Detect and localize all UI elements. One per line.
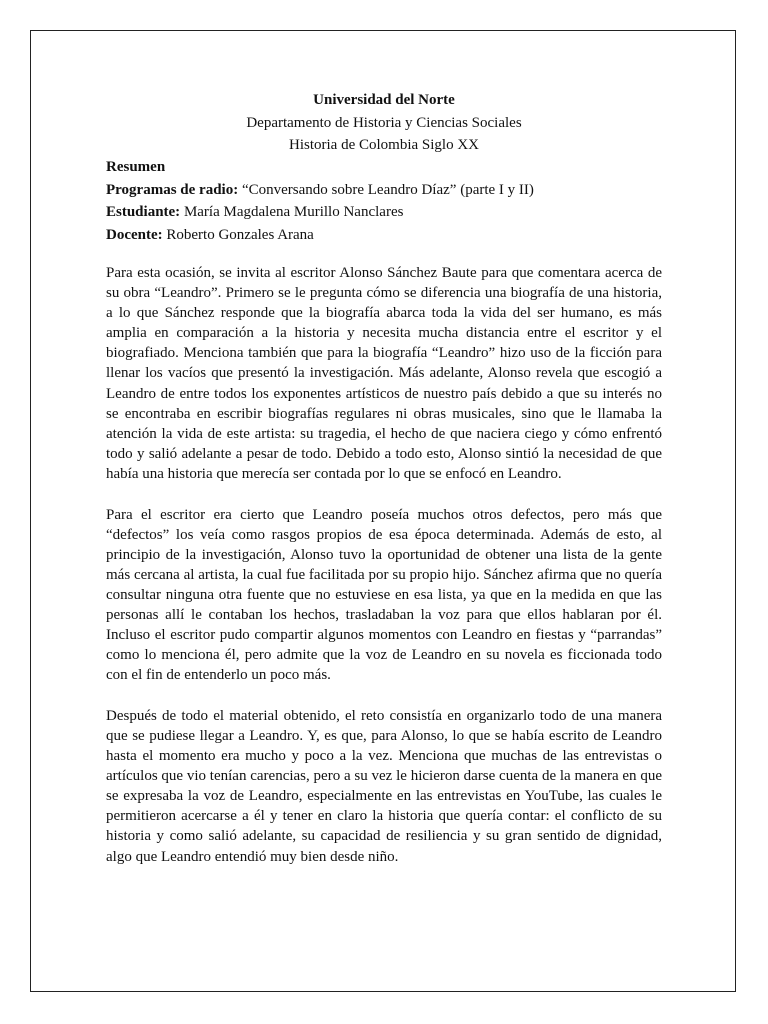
program-value: “Conversando sobre Leandro Díaz” (parte I y II) (238, 181, 534, 198)
student-value: María Magdalena Murillo Nanclares (180, 204, 404, 220)
summary-title: Resumen (106, 159, 166, 175)
teacher-label: Docente: (106, 226, 163, 243)
teacher-line (106, 224, 666, 247)
student-label: Estudiante: (106, 204, 181, 220)
student-line (106, 201, 666, 224)
paragraph-1: Para esta ocasión, se invita al escritor Alonso Sánchez Baute para que comentara acerca de su obra “Leandro”. Primero se le pregunta cómo se diferencia una biografía de una historia, a lo que Sánchez responde que la biografía abarca toda la vida del ser humano, es más amplia en comparación a la historia y necesita mucha distancia entre el escritor y el biografiado. Menciona también que para la biografía “Leandro” hizo uso de la ficción para llenar los vacíos que presentó la investigación. Más adelante, Alonso revela que escogió a Leandro de entre todos los exponentes artísticos de nuestro país debido a que su interés no se encontraba en escribir biografías regulares ni obras musicales, sino que le llamaba la atención la vida de este artista: su tragedia, el hecho de que naciera ciego y cómo enfrentó todo y salió adelante a pesar de todo. Debido a todo esto, Alonso sintió la necesidad de que había una historia que merecía ser contada por lo que se enfocó en Leandro. (106, 265, 662, 482)
department-name: Departamento de Historia y Ciencias Sociales (246, 115, 522, 131)
document-header (0, 88, 768, 156)
paragraph-2: Para el escritor era cierto que Leandro poseía muchos otros defectos, pero más que “defectos” los veía como rasgos propios de esa época determinada. Además de esto, al principio de la investigación, Alonso tuvo la oportunidad de obtener una lista de la gente más cercana al artista, la cual fue facilitada por su propio hijo. Sánchez afirma que no quería consultar ninguna otra fuente que no estuviese en esa lista, ya que en la medida en que las personas allí le contaban los hechos, trasladaban la voz para que ellos hablaran por él. Incluso el escritor pudo compartir algunos momentos con Leandro en fiestas y “parrandas” como lo menciona él, pero admite que la voz de Leandro en su novela es ficcionada todo con el fin de entenderlo un poco más. (106, 506, 662, 684)
university-title: Universidad del Norte (313, 92, 455, 108)
course-name: Historia de Colombia Siglo XX (289, 137, 479, 153)
teacher-value: Roberto Gonzales Arana (162, 226, 314, 243)
program-label: Programas de radio: (106, 181, 239, 198)
document-meta (106, 156, 666, 246)
program-line (106, 179, 666, 202)
summary-body (106, 263, 662, 887)
paragraph-3: Después de todo el material obtenido, el reto consistía en organizarlo todo de una manera que se pudiese llegar a Leandro. Y, es que, para Alonso, lo que se había escrito de Leandro hasta el momento era mucho y poco a la vez. Menciona que muchas de las entrevistas o artículos que vio tenían carencias, pero a su vez le hicieron darse cuenta de la manera en que se expresaba la voz de Leandro, especialmente en las entrevistas en YouTube, las cuales le permitieron acercarse a él y tener en claro la historia que quería contar: el conflicto de su historia y como salió adelante, su capacidad de resiliencia y su gran sentido de dignidad, algo que Leandro entendió muy bien desde niño. (106, 707, 662, 865)
